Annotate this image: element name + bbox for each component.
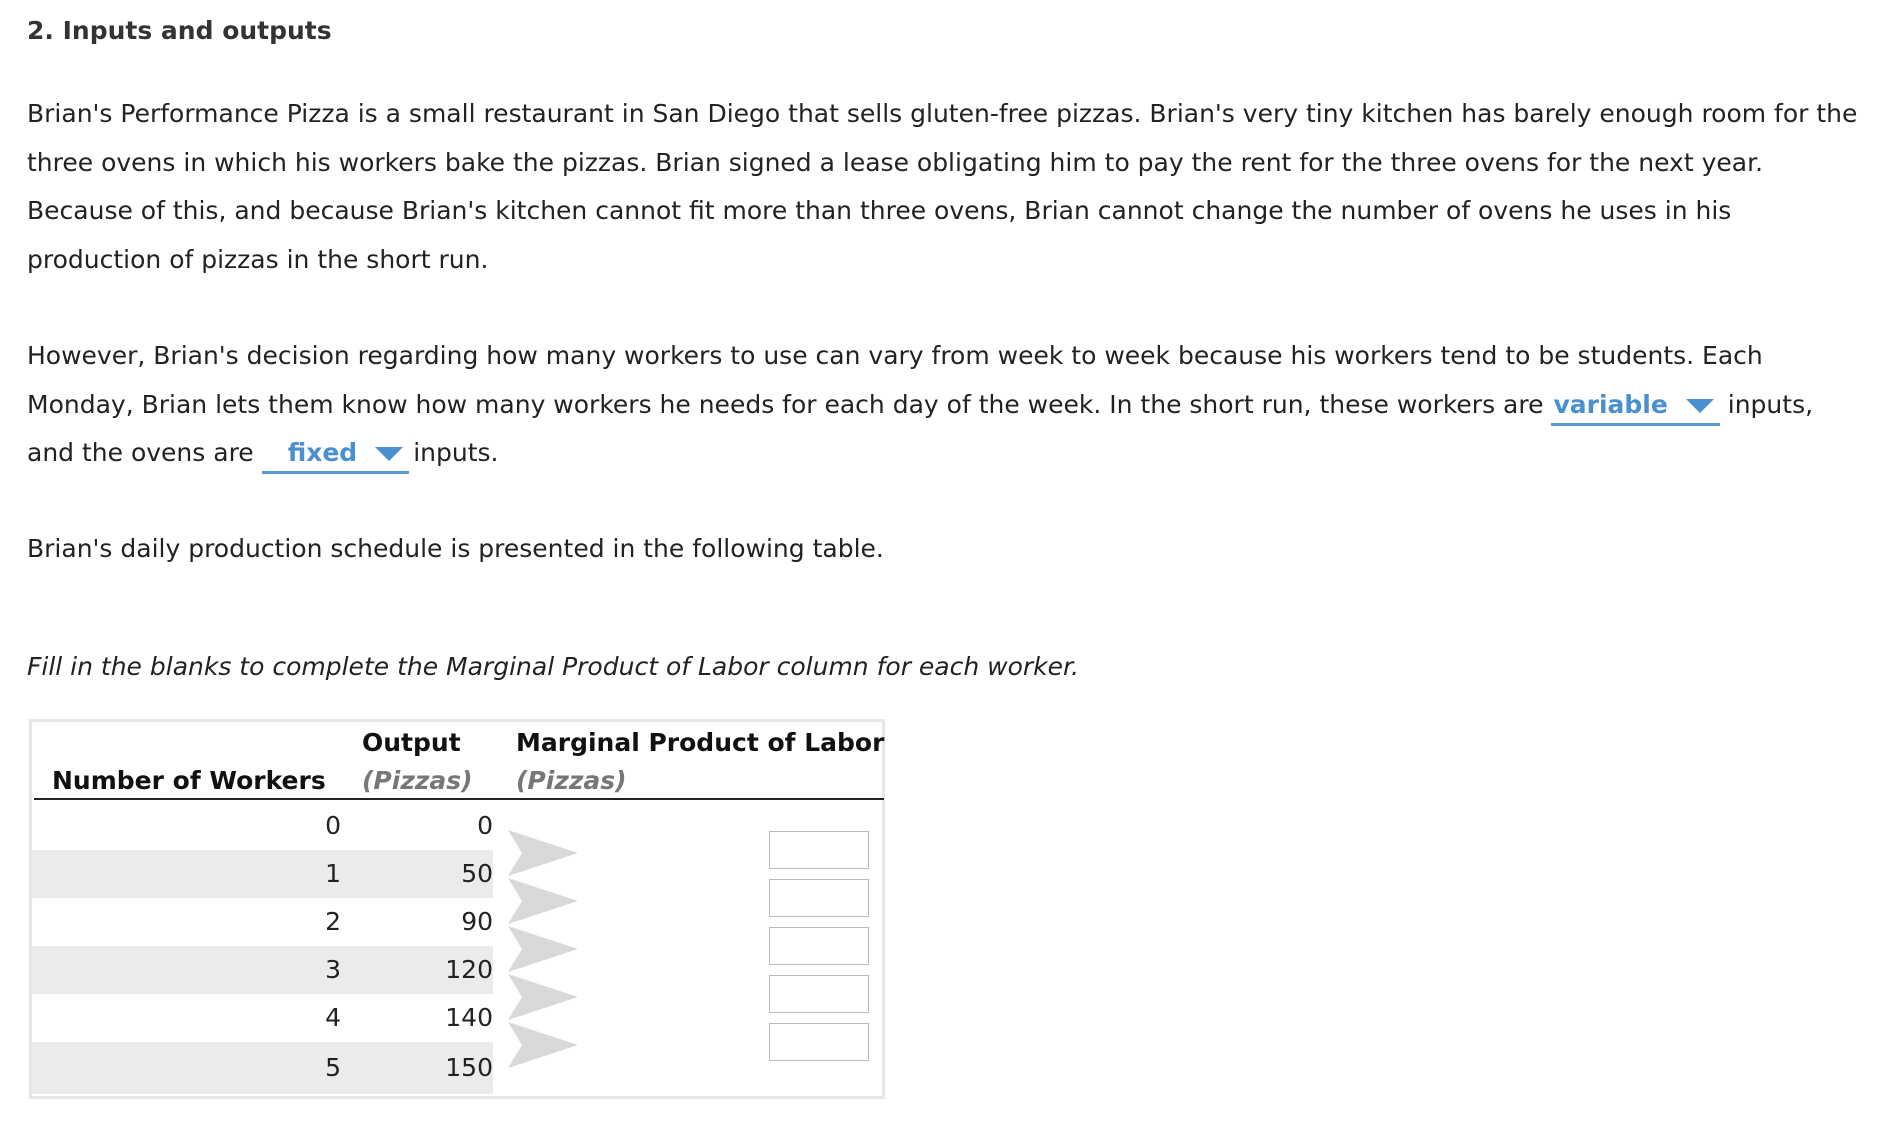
intro-paragraph: Brian's Performance Pizza is a small restaurant in San Diego that sells gluten-free pizzas. Brian's very tiny kitchen has barely enough room for the three ovens in which his workers bake the pizzas. Brian signed a lease obligating him to pay the rent for the three ovens for the next year. Because of this, and because Brian's kitchen cannot fit more than three ovens, Brian cannot change the number of ovens he uses in his production of pizzas in the short run. [27,99,1858,274]
instruction-text: Fill in the blanks to complete the Marginal Product of Labor column for each worker. [27,652,1079,681]
mpl-input-worker-4[interactable] [769,975,869,1013]
header-mpl-unit: (Pizzas) [516,766,627,795]
workers-paragraph [27,332,1867,478]
mpl-input-worker-2[interactable] [769,879,869,917]
section-heading: 2. Inputs and outputs [27,16,332,45]
table-row [32,802,493,850]
caret-down-icon [1686,399,1714,413]
table-row [32,946,493,994]
dropdown-value: fixed [287,438,358,467]
workers-cell: 4 [325,1003,341,1032]
output-cell: 120 [445,955,493,984]
table-row [32,994,493,1042]
paragraph-text-3: inputs. [413,438,499,467]
chevron-right-icon [508,1020,578,1070]
mpl-input-worker-1[interactable] [769,831,869,869]
workers-cell: 2 [325,907,341,936]
table-row [32,898,493,946]
mpl-input-worker-5[interactable] [769,1023,869,1061]
workers-cell: 3 [325,955,341,984]
header-output-unit: (Pizzas) [362,766,473,795]
production-table [29,719,885,1099]
chevron-right-icon [508,924,578,974]
paragraph-text-1: However, Brian's decision regarding how many workers to use can vary from week to week because his workers tend to be students. Each Monday, Brian lets them know how many workers he needs for each day of the week. In the short run, these workers are [27,341,1763,419]
workers-cell: 0 [325,811,341,840]
output-cell: 0 [477,811,493,840]
caret-down-icon [375,447,403,461]
output-cell: 140 [445,1003,493,1032]
output-cell: 50 [461,859,493,888]
workers-input-type-dropdown[interactable] [1551,387,1719,426]
header-mpl: Marginal Product of Labor [516,728,885,757]
dropdown-value: variable [1553,389,1668,419]
chevron-right-icon [508,972,578,1022]
workers-cell: 1 [325,859,341,888]
chevron-right-icon [508,876,578,926]
schedule-paragraph: Brian's daily production schedule is presented in the following table. [27,534,884,563]
output-cell: 90 [461,907,493,936]
output-cell: 150 [445,1053,493,1082]
workers-cell: 5 [325,1053,341,1082]
table-row [32,1042,493,1094]
chevron-right-icon [508,828,578,878]
paragraph-text-2: inputs, and the ovens are [27,389,1814,467]
ovens-input-type-dropdown[interactable] [262,435,410,474]
table-row [32,850,493,898]
header-divider [34,798,884,800]
header-output: Output [362,728,461,757]
mpl-input-worker-3[interactable] [769,927,869,965]
header-workers: Number of Workers [52,766,326,795]
